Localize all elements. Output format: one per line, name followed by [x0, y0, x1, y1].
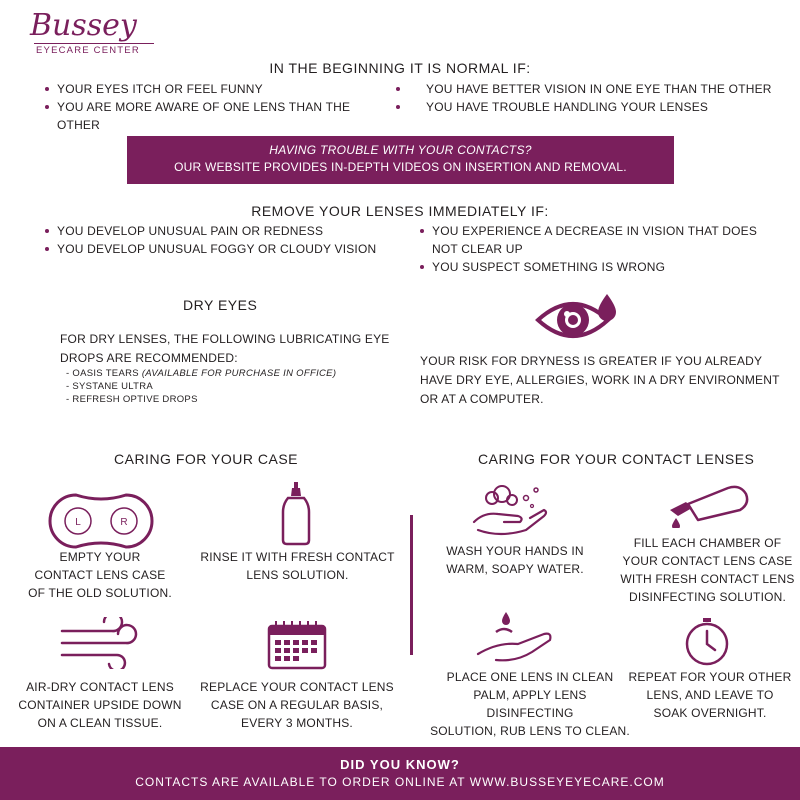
normal-list-right — [426, 80, 786, 116]
list-item: YOU EXPERIENCE A DECREASE IN VISION THAT DOES — [432, 222, 772, 240]
lenses-step-fill: FILL EACH CHAMBER OF YOUR CONTACT LENS CASE WITH FRESH CONTACT LENS DISINFECTING SOLUTION. — [620, 536, 795, 604]
footer-banner — [0, 747, 800, 800]
lenses-step-repeat: REPEAT FOR YOUR OTHER LENS, AND LEAVE TO SOAK OVERNIGHT. — [628, 670, 792, 720]
lenses-step-rub: PLACE ONE LENS IN CLEAN PALM, APPLY LENS DISINFECTING SOLUTION, RUB LENS TO CLEAN. — [430, 670, 630, 738]
footer-website-link[interactable]: CONTACTS ARE AVAILABLE TO ORDER ONLINE AT WWW.BUSSEYEYECARE.COM — [135, 775, 665, 789]
bullet-icon — [45, 105, 49, 109]
list-item: YOU DEVELOP UNUSUAL PAIN OR REDNESS — [57, 222, 387, 240]
bullet-icon — [420, 229, 424, 233]
normal-list-left — [57, 80, 387, 134]
banner-message: OUR WEBSITE PROVIDES IN-DEPTH VIDEOS ON INSERTION AND REMOVAL. — [174, 160, 627, 174]
drops-list — [66, 367, 396, 406]
list-item: YOUR EYES ITCH OR FEEL FUNNY — [57, 80, 387, 98]
lens-case-icon — [46, 491, 156, 551]
case-step-rinse: RINSE IT WITH FRESH CONTACT LENS SOLUTION. — [200, 550, 395, 582]
bullet-icon — [396, 105, 400, 109]
bullet-icon — [396, 87, 400, 91]
logo-rule — [34, 43, 154, 44]
list-item: YOU HAVE TROUBLE HANDLING YOUR LENSES — [426, 98, 786, 116]
dry-eyes-intro: FOR DRY LENSES, THE FOLLOWING LUBRICATING EYE DROPS ARE RECOMMENDED: — [60, 332, 390, 365]
lenses-step-wash: WASH YOUR HANDS IN WARM, SOAPY WATER. — [446, 544, 584, 576]
lens-case-left-label: L — [75, 517, 81, 528]
logo-subtitle: EYECARE CENTER — [36, 45, 140, 56]
bullet-icon — [45, 247, 49, 251]
lenses-heading: CARING FOR YOUR CONTACT LENSES — [478, 451, 755, 467]
case-heading: CARING FOR YOUR CASE — [114, 451, 298, 467]
list-item: YOU HAVE BETTER VISION IN ONE EYE THAN THE OTHER — [426, 80, 786, 98]
bullet-icon — [45, 229, 49, 233]
trouble-banner — [127, 136, 674, 184]
remove-heading: REMOVE YOUR LENSES IMMEDIATELY IF: — [251, 203, 549, 219]
normal-heading: IN THE BEGINNING IT IS NORMAL IF: — [269, 60, 531, 76]
list-item-continued: NOT CLEAR UP — [432, 242, 523, 256]
calendar-icon — [267, 620, 327, 670]
remove-list-right — [432, 222, 772, 276]
case-step-replace: REPLACE YOUR CONTACT LENS CASE ON A REGULAR BASIS, EVERY 3 MONTHS. — [200, 680, 394, 730]
solution-fill-icon — [668, 484, 752, 528]
list-item: YOU SUSPECT SOMETHING IS WRONG — [432, 258, 772, 276]
list-item: - REFRESH OPTIVE DROPS — [66, 394, 198, 405]
list-item: - OASIS TEARS (AVAILABLE FOR PURCHASE IN OFFICE) — [66, 368, 337, 379]
dry-eyes-heading: DRY EYES — [183, 297, 258, 313]
bullet-icon — [45, 87, 49, 91]
solution-bottle-icon — [281, 480, 311, 546]
wash-hands-icon — [470, 484, 560, 540]
list-item: - SYSTANE ULTRA — [66, 381, 154, 392]
remove-list-left — [57, 222, 387, 258]
case-step-empty: EMPTY YOUR CONTACT LENS CASE OF THE OLD SOLUTION. — [28, 550, 172, 600]
case-step-air-dry: AIR-DRY CONTACT LENS CONTAINER UPSIDE DOWN ON A CLEAN TISSUE. — [18, 680, 182, 730]
banner-question: HAVING TROUBLE WITH YOUR CONTACTS? — [269, 143, 532, 157]
dryness-risk-text: YOUR RISK FOR DRYNESS IS GREATER IF YOU ALREADY HAVE DRY EYE, ALLERGIES, WORK IN A DRY ENVIRONMENT OR AT A COMPUTER. — [420, 354, 780, 406]
dry-eye-icon — [535, 290, 631, 346]
footer-title: DID YOU KNOW? — [340, 757, 460, 772]
list-item: YOU DEVELOP UNUSUAL FOGGY OR CLOUDY VISION — [57, 240, 387, 258]
section-divider — [410, 515, 413, 655]
clock-icon — [684, 617, 730, 667]
logo-wordmark: Bussey — [30, 8, 137, 43]
list-item: YOU ARE MORE AWARE OF ONE LENS THAN THE OTHER — [57, 98, 387, 134]
air-dry-icon — [60, 617, 140, 669]
lens-case-right-label: R — [120, 517, 128, 528]
bullet-icon — [420, 265, 424, 269]
palm-lens-icon — [476, 608, 560, 664]
